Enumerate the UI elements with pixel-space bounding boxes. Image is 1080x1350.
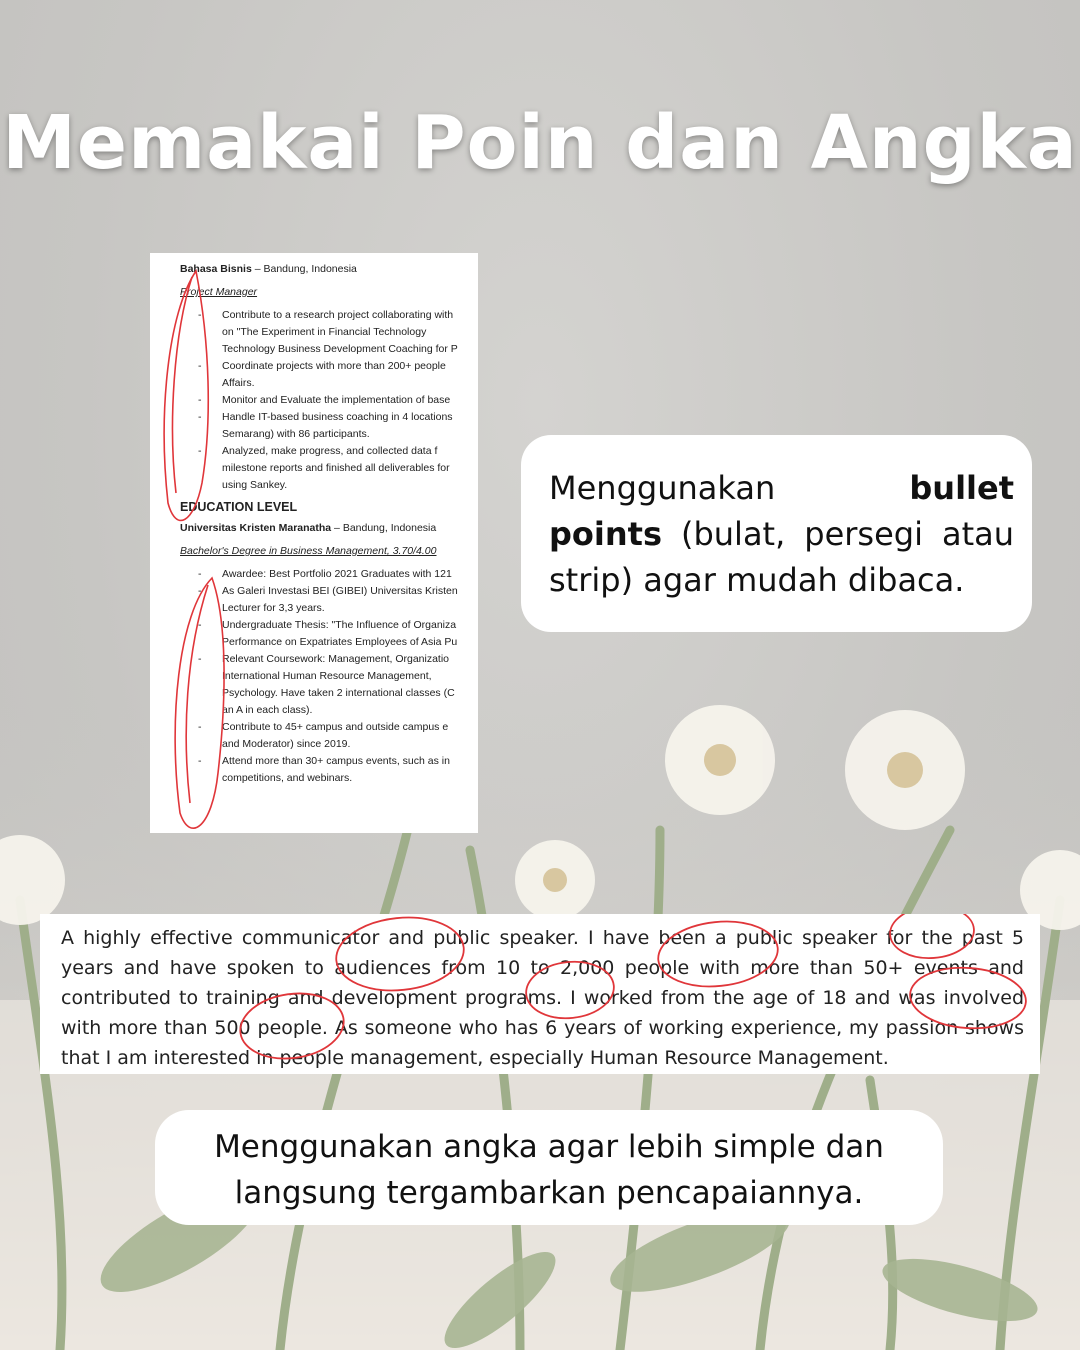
- resume-bullet-line: [180, 685, 478, 702]
- resume-bullet-line: [180, 392, 478, 409]
- bullet-text: Awardee: Best Portfolio 2021 Graduates with 121: [222, 568, 452, 580]
- bullet-text: Performance on Expatriates Employees of Asia Pu: [222, 636, 458, 648]
- resume-bullet-line: [180, 702, 478, 719]
- bullet-dash: [180, 460, 222, 477]
- bullet-text: Relevant Coursework: Management, Organizatio: [222, 653, 450, 665]
- resume-bullet-line: [180, 426, 478, 443]
- bullet-dash: -: [198, 755, 202, 767]
- job-bullet-list: [180, 307, 478, 494]
- bullet-text: Analyzed, make progress, and collected data f: [222, 445, 438, 457]
- bullet-dash: -: [198, 619, 202, 631]
- resume-bullet-line: [180, 566, 478, 583]
- resume-bullet-line: [180, 583, 478, 600]
- bullet-dash: -: [198, 568, 202, 580]
- section-heading: EDUCATION LEVEL: [180, 500, 298, 514]
- resume-bullet-line: [180, 375, 478, 392]
- bullet-text: using Sankey.: [222, 479, 288, 491]
- bullet-text: Psychology. Have taken 2 international classes (C: [222, 687, 455, 699]
- numbers-callout-line1: Menggunakan angka agar lebih simple dan: [214, 1129, 884, 1165]
- bullet-text: Lecturer for 3,3 years.: [222, 602, 325, 614]
- resume-bullet-line: [180, 753, 478, 770]
- bullet-text: Semarang) with 86 participants.: [222, 428, 370, 440]
- education-header: Universitas Kristen Maranatha – Bandung, Indonesia: [180, 522, 437, 534]
- bullet-dash: -: [198, 394, 202, 406]
- numbers-callout-line2: langsung tergambarkan pencapaiannya.: [234, 1175, 864, 1211]
- bullet-dash: [180, 702, 222, 719]
- bullet-dash: -: [198, 309, 202, 321]
- resume-bullet-line: [180, 600, 478, 617]
- resume-bullet-line: [180, 634, 478, 651]
- education-degree: Bachelor's Degree in Business Management, 3.70/4.00: [180, 545, 437, 557]
- bullet-text: Contribute to a research project collaborating with: [222, 309, 454, 321]
- resume-bullet-line: [180, 443, 478, 460]
- bullet-dash: -: [198, 585, 202, 597]
- bullet-dash: [180, 477, 222, 494]
- bullet-dash: -: [198, 721, 202, 733]
- bullet-text: Handle IT-based business coaching in 4 locations: [222, 411, 453, 423]
- bullet-dash: [180, 634, 222, 651]
- education-bullet-list: [180, 566, 478, 787]
- resume-bullet-line: [180, 651, 478, 668]
- bullet-dash: [180, 324, 222, 341]
- bullet-text: International Human Resource Management,: [222, 670, 432, 682]
- resume-bullet-line: [180, 736, 478, 753]
- resume-bullet-line: [180, 358, 478, 375]
- bullet-dash: [180, 341, 222, 358]
- bullet-dash: -: [198, 653, 202, 665]
- bullet-text: As Galeri Investasi BEI (GIBEI) Universitas Kristen: [222, 585, 458, 597]
- resume-bullet-line: [180, 719, 478, 736]
- bullet-text: milestone reports and finished all deliverables for: [222, 462, 450, 474]
- bullet-text: Technology Business Development Coaching for P: [222, 343, 458, 355]
- bullet-text: Monitor and Evaluate the implementation of base: [222, 394, 451, 406]
- resume-bullet-line: [180, 770, 478, 787]
- bullet-dash: [180, 600, 222, 617]
- resume-bullet-line: [180, 341, 478, 358]
- bullet-dash: -: [198, 360, 202, 372]
- numbers-example-paragraph: A highly effective communicator and public speaker. I have been a public speaker for the past 5 years and have spoken to audiences from 10 to 2,000 people with more than 50+ events and contributed to training and development programs. I worked from the age of 18 and was involved with more than 500 people. As someone who has 6 years of working experience, my passion shows that I am interested in people management, especially Human Resource Management.: [40, 914, 1040, 1074]
- bullet-text: Contribute to 45+ campus and outside campus e: [222, 721, 449, 733]
- resume-bullet-line: [180, 409, 478, 426]
- bullet-text: competitions, and webinars.: [222, 772, 353, 784]
- resume-bullet-line: [180, 460, 478, 477]
- bullet-dash: -: [198, 411, 202, 423]
- resume-bullet-line: [180, 668, 478, 685]
- bullet-text: Affairs.: [222, 377, 255, 389]
- resume-snippet: [150, 253, 478, 833]
- bullet-dash: [180, 375, 222, 392]
- job-role: Project Manager: [180, 286, 258, 298]
- numbers-callout: [155, 1110, 943, 1225]
- resume-bullet-line: [180, 477, 478, 494]
- bullet-text: Attend more than 30+ campus events, such as in: [222, 755, 450, 767]
- job-header: Bahasa Bisnis – Bandung, Indonesia: [180, 263, 357, 275]
- bullet-dash: [180, 426, 222, 443]
- bullet-dash: -: [198, 445, 202, 457]
- bullet-text: an A in each class).: [222, 704, 313, 716]
- resume-bullet-line: [180, 307, 478, 324]
- bullet-text: Coordinate projects with more than 200+ people: [222, 360, 446, 372]
- resume-bullet-line: [180, 324, 478, 341]
- bullet-points-callout: Menggunakan bullet points (bulat, persegi atau strip) agar mudah dibaca.: [521, 435, 1032, 632]
- bullet-dash: [180, 668, 222, 685]
- bullet-text: and Moderator) since 2019.: [222, 738, 351, 750]
- bullet-text: on "The Experiment in Financial Technology: [222, 326, 427, 338]
- bullet-dash: [180, 736, 222, 753]
- page-title: Memakai Poin dan Angka: [2, 100, 1078, 186]
- bullet-text: Undergraduate Thesis: "The Influence of Organiza: [222, 619, 457, 631]
- resume-bullet-line: [180, 617, 478, 634]
- bullet-dash: [180, 770, 222, 787]
- bullet-dash: [180, 685, 222, 702]
